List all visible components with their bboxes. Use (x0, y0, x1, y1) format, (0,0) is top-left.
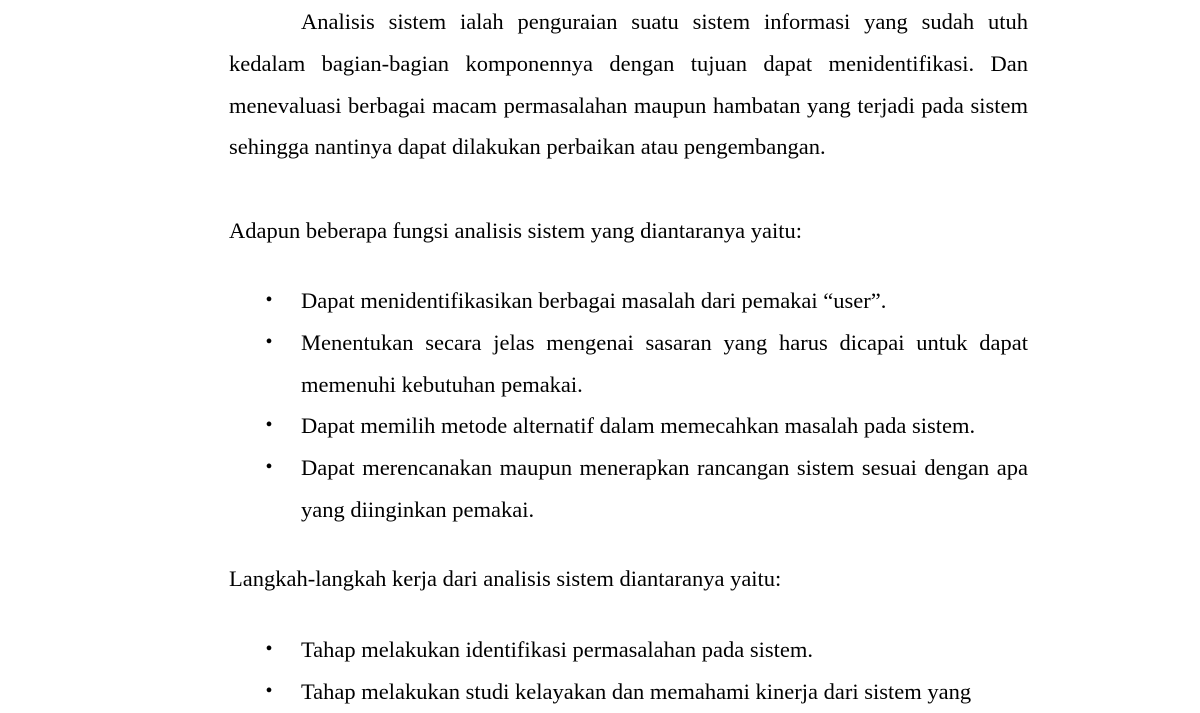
list-item (229, 629, 1028, 671)
list-item-text: Tahap melakukan identifikasi permasalahan pada sistem. (301, 637, 813, 662)
list-item-text: Tahap melakukan studi kelayakan dan memahami kinerja dari sistem yang (301, 678, 972, 704)
list-item (229, 405, 1028, 447)
bullet-icon: • (265, 638, 273, 660)
bullet-icon: • (265, 456, 273, 479)
list-item (229, 280, 1028, 322)
bullet-icon: • (265, 289, 273, 311)
langkah-list (229, 629, 1028, 713)
intro-paragraph: Analisis sistem ialah penguraian suatu sistem informasi yang sudah utuh kedalam bagian-bagian komponennya dengan tujuan dapat menidentifikasi. Dan menevaluasi berbagai macam permasalahan maupun hambatan yang terjadi pada sistem sehingga nantinya dapat dilakukan perbaikan atau pengembangan. (229, 9, 1028, 160)
bullet-icon: • (265, 414, 273, 437)
list-item (229, 322, 1028, 406)
bullet-icon: • (265, 330, 273, 353)
list-item-text: Dapat merencanakan maupun menerapkan rancangan sistem sesuai dengan apa yang diinginkan pemakai. (301, 455, 1028, 522)
list-item-text: Dapat memilih metode alternatif dalam memecahkan masalah pada sistem. (301, 413, 976, 439)
langkah-intro: Langkah-langkah kerja dari analisis sistem diantaranya yaitu: (229, 566, 782, 591)
list-item (229, 447, 1028, 531)
list-item-text: Dapat menidentifikasikan berbagai masalah dari pemakai “user”. (301, 288, 887, 313)
fungsi-list (229, 280, 1028, 531)
list-item-text: Menentukan secara jelas mengenai sasaran yang harus dicapai untuk dapat memenuhi kebutuhan pemakai. (301, 329, 1028, 397)
bullet-icon: • (265, 679, 273, 702)
list-item (229, 671, 1028, 713)
fungsi-intro: Adapun beberapa fungsi analisis sistem yang diantaranya yaitu: (229, 218, 802, 243)
